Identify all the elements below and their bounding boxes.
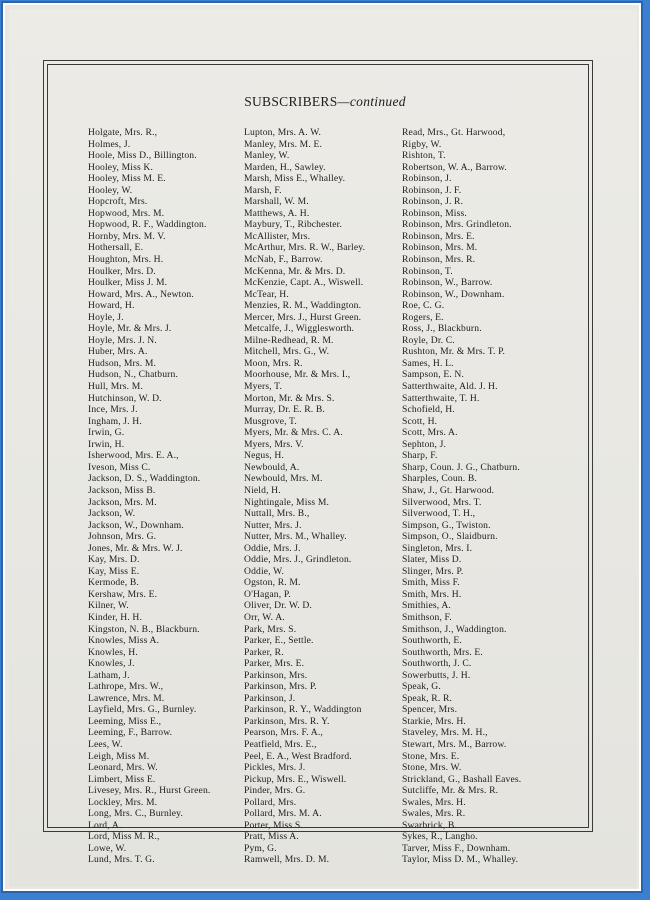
page-heading xyxy=(0,94,650,110)
subscriber-entry: Southworth, J. C. xyxy=(402,658,472,670)
subscriber-entry: Hooley, Miss M. E. xyxy=(88,173,166,185)
subscriber-entry: Layfield, Mrs. G., Burnley. xyxy=(88,704,197,716)
subscriber-entry: Hopwood, Mrs. M. xyxy=(88,207,165,219)
subscriber-entry: Marsh, Miss E., Whalley. xyxy=(244,173,346,185)
subscriber-entry: Myers, T. xyxy=(244,381,283,393)
subscriber-entry: Iveson, Miss C. xyxy=(88,461,151,473)
subscriber-entry: Livesey, Mrs. R., Hurst Green. xyxy=(88,785,211,797)
subscriber-entry: Manley, W. xyxy=(244,150,290,162)
subscriber-entry: Parkinson, R. Y., Waddington xyxy=(244,704,362,716)
subscriber-entry: Silverwood, T. H., xyxy=(402,508,476,520)
subscriber-entry: Speak, R. R. xyxy=(402,692,453,704)
subscriber-entry: Staveley, Mrs. M. H., xyxy=(402,727,488,739)
subscriber-entry: Schofield, H. xyxy=(402,404,455,416)
subscriber-entry: Swarbrick, B. xyxy=(402,819,457,831)
subscriber-entry: Tarver, Miss F., Downham. xyxy=(402,842,511,854)
subscriber-entry: Marden, H., Sawley. xyxy=(244,161,326,173)
subscriber-entry: Read, Mrs., Gt. Harwood, xyxy=(402,127,506,138)
subscriber-entry: Sowerbutts, J. H. xyxy=(402,669,471,681)
subscriber-entry: Metcalfe, J., Wigglesworth. xyxy=(244,323,355,335)
subscriber-entry: Houlker, Miss J. M. xyxy=(88,277,168,289)
subscriber-entry: Stone, Mrs. W. xyxy=(402,762,462,774)
subscriber-entry: Newbould, A. xyxy=(244,461,300,473)
subscriber-entry: Hudson, N., Chatburn. xyxy=(88,369,179,381)
subscriber-entry: Moorhouse, Mr. & Mrs. I., xyxy=(244,369,351,381)
subscriber-entry: Shaw, J., Gt. Harwood. xyxy=(402,484,495,496)
subscriber-entry: McArthur, Mrs. R. W., Barley. xyxy=(244,242,366,254)
subscriber-entry: Scott, Mrs. A. xyxy=(402,427,458,439)
subscriber-entry: Sharp, Coun. J. G., Chatburn. xyxy=(402,461,520,473)
subscriber-entry: Orr, W. A. xyxy=(244,611,285,623)
subscriber-entry: Parker, Mrs. E. xyxy=(244,658,305,670)
subscriber-entry: Irwin, G. xyxy=(88,427,125,439)
subscriber-entry: Hoole, Miss D., Billington. xyxy=(88,150,197,162)
subscriber-entry: Oddie, Mrs. J. xyxy=(244,542,301,554)
subscriber-entry: Oddie, Mrs. J., Grindleton. xyxy=(244,554,352,566)
subscriber-entry: Lees, W. xyxy=(88,738,123,750)
subscriber-entry: Nutter, Mrs. J. xyxy=(244,519,302,531)
subscriber-column-3 xyxy=(402,127,521,866)
subscriber-entry: Park, Mrs. S. xyxy=(244,623,297,635)
subscriber-entry: Kingston, N. B., Blackburn. xyxy=(88,623,200,635)
subscriber-entry: Knowles, Miss A. xyxy=(88,635,160,647)
subscriber-entry: Leonard, Mrs. W. xyxy=(88,762,158,774)
subscriber-entry: Lupton, Mrs. A. W. xyxy=(244,127,322,138)
subscriber-entry: Lowe, W. xyxy=(88,842,127,854)
subscriber-entry: Robertson, W. A., Barrow. xyxy=(402,161,507,173)
subscriber-entry: Robinson, J. R. xyxy=(402,196,464,208)
subscriber-entry: Kilner, W. xyxy=(88,600,129,612)
subscriber-entry: Satterthwaite, Ald. J. H. xyxy=(402,381,498,393)
subscriber-entry: Hooley, W. xyxy=(88,184,133,196)
subscriber-entry: Nuttall, Mrs. B., xyxy=(244,508,310,520)
subscriber-entry: Isherwood, Mrs. E. A., xyxy=(88,450,179,462)
subscriber-entry: Swales, Mrs. R. xyxy=(402,808,466,820)
subscriber-entry: Hopcroft, Mrs. xyxy=(88,196,148,208)
subscriber-entry: Hutchinson, W. D. xyxy=(88,392,162,404)
subscriber-entry: Leeming, Miss E., xyxy=(88,715,162,727)
subscriber-entry: Singleton, Mrs. I. xyxy=(402,542,473,554)
subscriber-entry: Roe, C. G. xyxy=(402,300,445,312)
subscriber-entry: Parker, R. xyxy=(244,646,284,658)
subscriber-entry: Murray, Dr. E. R. B. xyxy=(244,404,325,416)
subscriber-entry: Pollard, Mrs. M. A. xyxy=(244,808,322,820)
subscriber-entry: Robinson, W., Downham. xyxy=(402,288,505,300)
subscriber-entry: Menzies, R. M., Waddington. xyxy=(244,300,362,312)
subscriber-entry: Hornby, Mrs. M. V. xyxy=(88,230,166,242)
subscriber-entry: Sharples, Coun. B. xyxy=(402,473,477,485)
subscriber-entry: Parkinson, Mrs. R. Y. xyxy=(244,715,330,727)
subscriber-entry: Howard, Mrs. A., Newton. xyxy=(88,288,194,300)
subscriber-entry: Rigby, W. xyxy=(402,138,442,150)
subscriber-entry: Howard, H. xyxy=(88,300,135,312)
subscriber-entry: Spencer, Mrs. xyxy=(402,704,458,716)
subscriber-entry: Morton, Mr. & Mrs. S. xyxy=(244,392,335,404)
subscriber-entry: Ingham, J. H. xyxy=(88,415,142,427)
subscriber-entry: Ross, J., Blackburn. xyxy=(402,323,482,335)
subscriber-entry: Oddie, W. xyxy=(244,565,284,577)
subscriber-entry: Speak, G. xyxy=(402,681,441,693)
subscriber-entry: Parkinson, Mrs. P. xyxy=(244,681,317,693)
subscriber-entry: Robinson, Mrs. M. xyxy=(402,242,478,254)
subscriber-entry: Oliver, Dr. W. D. xyxy=(244,600,312,612)
subscriber-entry: Peel, E. A., West Bradford. xyxy=(244,750,352,762)
subscriber-entry: McKenna, Mr. & Mrs. D. xyxy=(244,265,346,277)
subscriber-entry: Kay, Miss E. xyxy=(88,565,140,577)
subscriber-entry: Hoyle, Mrs. J. N. xyxy=(88,334,157,346)
subscriber-entry: Musgrove, T. xyxy=(244,415,297,427)
subscriber-entry: Smithies, A. xyxy=(402,600,451,612)
subscriber-entry: Holgate, Mrs. R., xyxy=(88,127,158,138)
subscriber-entry: McNab, F., Barrow. xyxy=(244,254,323,266)
subscriber-entry: Newbould, Mrs. M. xyxy=(244,473,323,485)
subscriber-entry: Sephton, J. xyxy=(402,438,447,450)
subscriber-entry: Jackson, Mrs. M. xyxy=(88,496,157,508)
subscriber-entry: Stone, Mrs. E. xyxy=(402,750,460,762)
subscriber-entry: Matthews, A. H. xyxy=(244,207,310,219)
subscriber-entry: Robinson, J. xyxy=(402,173,452,185)
subscriber-entry: Jackson, D. S., Waddington. xyxy=(88,473,201,485)
subscriber-entry: Smithson, J., Waddington. xyxy=(402,623,507,635)
subscriber-entry: Ogston, R. M. xyxy=(244,577,301,589)
subscriber-entry: Holmes, J. xyxy=(88,138,131,150)
subscriber-entry: Stewart, Mrs. M., Barrow. xyxy=(402,738,507,750)
subscriber-entry: Hoyle, J. xyxy=(88,311,124,323)
subscriber-entry: Myers, Mr. & Mrs. C. A. xyxy=(244,427,343,439)
subscriber-entry: Sames, H. L. xyxy=(402,357,454,369)
subscriber-entry: Pinder, Mrs. G. xyxy=(244,785,306,797)
subscriber-column-2 xyxy=(244,127,365,866)
subscriber-entry: McTear, H. xyxy=(244,288,289,300)
subscriber-entry: Hull, Mrs. M. xyxy=(88,381,143,393)
subscriber-entry: Porter, Miss S. xyxy=(244,819,303,831)
subscriber-entry: Kinder, H. H. xyxy=(88,611,143,623)
subscriber-entry: Negus, H. xyxy=(244,450,284,462)
subscriber-entry: Houghton, Mrs. H. xyxy=(88,254,164,266)
subscriber-entry: Sharp, F. xyxy=(402,450,438,462)
subscriber-entry: Kermode, B. xyxy=(88,577,139,589)
subscriber-entry: Lord, A. xyxy=(88,819,122,831)
subscriber-entry: Lockley, Mrs. M. xyxy=(88,796,158,808)
subscriber-entry: Manley, Mrs. M. E. xyxy=(244,138,323,150)
subscriber-entry: Rushton, Mr. & Mrs. T. P. xyxy=(402,346,506,358)
subscriber-entry: Myers, Mrs. V. xyxy=(244,438,304,450)
subscriber-entry: Strickland, G., Bashall Eaves. xyxy=(402,773,522,785)
subscriber-entry: Nightingale, Miss M. xyxy=(244,496,330,508)
subscriber-entry: Moon, Mrs. R. xyxy=(244,357,303,369)
subscriber-entry: Mercer, Mrs. J., Hurst Green. xyxy=(244,311,362,323)
subscriber-entry: Irwin, H. xyxy=(88,438,125,450)
subscriber-entry: Johnson, Mrs. G. xyxy=(88,531,157,543)
subscriber-entry: Robinson, Mrs. Grindleton. xyxy=(402,219,512,231)
heading-text: SUBSCRIBERS xyxy=(244,94,338,109)
subscriber-entry: McAllister, Mrs. xyxy=(244,230,311,242)
subscriber-entry: Marshall, W. M. xyxy=(244,196,309,208)
subscriber-entry: Hoyle, Mr. & Mrs. J. xyxy=(88,323,172,335)
subscriber-entry: Pratt, Miss A. xyxy=(244,831,299,843)
subscriber-entry: Long, Mrs. C., Burnley. xyxy=(88,808,184,820)
subscriber-entry: Kershaw, Mrs. E. xyxy=(88,588,158,600)
subscriber-entry: Peatfield, Mrs. E., xyxy=(244,738,317,750)
subscriber-entry: Knowles, H. xyxy=(88,646,138,658)
subscriber-entry: Sutcliffe, Mr. & Mrs. R. xyxy=(402,785,499,797)
subscriber-entry: Latham, J. xyxy=(88,669,130,681)
subscriber-entry: Lord, Miss M. R., xyxy=(88,831,160,843)
subscriber-entry: Houlker, Mrs. D. xyxy=(88,265,156,277)
subscriber-entry: Ince, Mrs. J. xyxy=(88,404,138,416)
subscriber-entry: Pickup, Mrs. E., Wiswell. xyxy=(244,773,347,785)
subscriber-entry: Pym, G. xyxy=(244,842,277,854)
subscriber-entry: Knowles, J. xyxy=(88,658,135,670)
subscriber-entry: Simpson, O., Slaidburn. xyxy=(402,531,498,543)
subscriber-entry: Scott, H. xyxy=(402,415,438,427)
subscriber-entry: Lund, Mrs. T. G. xyxy=(88,854,155,866)
subscriber-entry: Smith, Mrs. H. xyxy=(402,588,462,600)
subscriber-entry: Pollard, Mrs. xyxy=(244,796,297,808)
subscriber-entry: Mitchell, Mrs. G., W. xyxy=(244,346,330,358)
subscriber-entry: Smith, Miss F. xyxy=(402,577,460,589)
subscriber-entry: Rogers, E. xyxy=(402,311,444,323)
subscriber-entry: O'Hagan, P. xyxy=(244,588,291,600)
subscriber-entry: Parkinson, J. xyxy=(244,692,296,704)
subscriber-entry: Limbert, Miss E. xyxy=(88,773,156,785)
subscriber-entry: Milne-Redhead, R. M. xyxy=(244,334,334,346)
subscriber-entry: Robinson, Mrs. R. xyxy=(402,254,476,266)
subscriber-entry: Nield, H. xyxy=(244,484,281,496)
subscriber-entry: Swales, Mrs. H. xyxy=(402,796,466,808)
subscriber-entry: Royle, Dr. C. xyxy=(402,334,455,346)
subscriber-entry: Rishton, T. xyxy=(402,150,446,162)
subscriber-entry: Pearson, Mrs. F. A., xyxy=(244,727,323,739)
heading-suffix: —continued xyxy=(337,94,406,109)
subscriber-entry: Jones, Mr. & Mrs. W. J. xyxy=(88,542,183,554)
subscriber-column-1 xyxy=(88,127,210,866)
subscriber-entry: Leigh, Miss M. xyxy=(88,750,150,762)
subscriber-entry: Huber, Mrs. A. xyxy=(88,346,148,358)
subscriber-entry: Slater, Miss D. xyxy=(402,554,462,566)
subscriber-entry: Silverwood, Mrs. T. xyxy=(402,496,482,508)
subscriber-entry: Sykes, R., Langho. xyxy=(402,831,478,843)
subscriber-entry: Kay, Mrs. D. xyxy=(88,554,140,566)
subscriber-entry: Slinger, Mrs. P. xyxy=(402,565,464,577)
subscriber-entry: Parker, E., Settle. xyxy=(244,635,314,647)
subscriber-entry: Lathrope, Mrs. W., xyxy=(88,681,164,693)
subscriber-entry: Parkinson, Mrs. xyxy=(244,669,308,681)
subscriber-entry: Smithson, F. xyxy=(402,611,452,623)
subscriber-entry: Hudson, Mrs. M. xyxy=(88,357,157,369)
subscriber-entry: McKenzie, Capt. A., Wiswell. xyxy=(244,277,364,289)
subscriber-entry: Sampson, E. N. xyxy=(402,369,465,381)
subscriber-entry: Pickles, Mrs. J. xyxy=(244,762,306,774)
subscriber-entry: Robinson, J. F. xyxy=(402,184,462,196)
subscriber-entry: Leeming, F., Barrow. xyxy=(88,727,173,739)
subscriber-entry: Starkie, Mrs. H. xyxy=(402,715,466,727)
subscriber-entry: Jackson, Miss B. xyxy=(88,484,156,496)
subscriber-entry: Southworth, E. xyxy=(402,635,462,647)
subscriber-entry: Robinson, W., Barrow. xyxy=(402,277,493,289)
subscriber-entry: Hopwood, R. F., Waddington. xyxy=(88,219,207,231)
subscriber-entry: Hooley, Miss K. xyxy=(88,161,154,173)
subscriber-entry: Hothersall, E. xyxy=(88,242,144,254)
subscriber-entry: Robinson, T. xyxy=(402,265,453,277)
subscriber-entry: Marsh, F. xyxy=(244,184,282,196)
subscriber-entry: Jackson, W., Downham. xyxy=(88,519,184,531)
subscriber-entry: Robinson, Miss. xyxy=(402,207,467,219)
subscriber-entry: Satterthwaite, T. H. xyxy=(402,392,480,404)
subscriber-entry: Taylor, Miss D. M., Whalley. xyxy=(402,854,519,866)
subscriber-entry: Simpson, G., Twiston. xyxy=(402,519,491,531)
subscriber-entry: Ramwell, Mrs. D. M. xyxy=(244,854,330,866)
subscriber-entry: Nutter, Mrs. M., Whalley. xyxy=(244,531,347,543)
subscriber-entry: Robinson, Mrs. E. xyxy=(402,230,475,242)
subscriber-entry: Jackson, W. xyxy=(88,508,136,520)
subscriber-entry: Lawrence, Mrs. M. xyxy=(88,692,165,704)
subscriber-entry: Maybury, T., Ribchester. xyxy=(244,219,343,231)
subscriber-entry: Southworth, Mrs. E. xyxy=(402,646,483,658)
